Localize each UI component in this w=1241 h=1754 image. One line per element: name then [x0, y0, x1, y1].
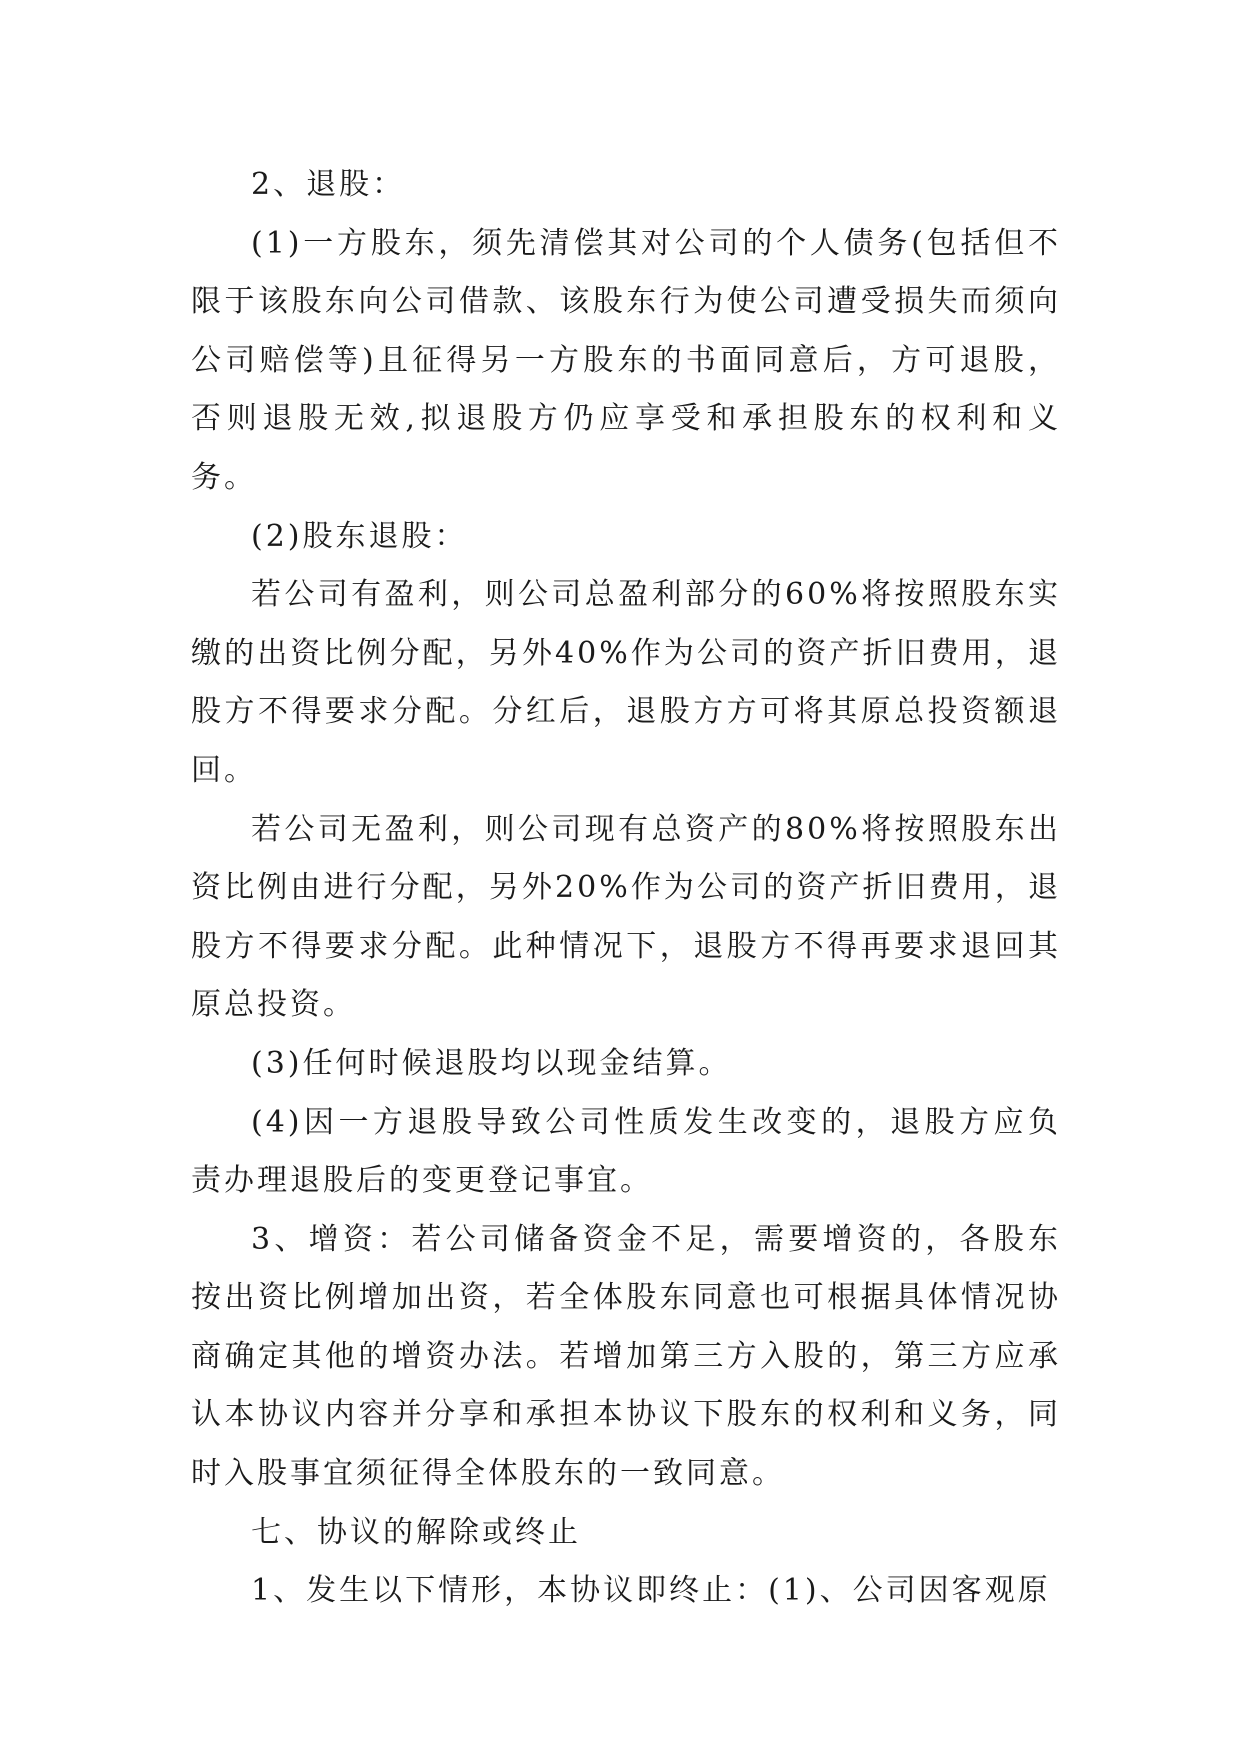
paragraph-no-profit-case: 若公司无盈利，则公司现有总资产的80%将按照股东出资比例由进行分配，另外20%作为公司的资产折旧费用，退股方不得要求分配。此种情况下，退股方不得再要求退回其原总投资。 [191, 811, 1061, 1023]
paragraph-clause-1: (1)一方股东，须先清偿其对公司的个人债务(包括但不限于该股东向公司借款、该股东行为使公司遭受损失而须向公司赔偿等)且征得另一方股东的书面同意后，方可退股，否则退股无效,拟退股方仍应享受和承担股东的权利和义务。 [191, 225, 1061, 495]
paragraph-section-7-title: 七、协议的解除或终止 [251, 1514, 581, 1550]
paragraph-clause-2-title: (2)股东退股： [251, 518, 468, 554]
paragraph-section-3-capital-increase: 3、增资：若公司储备资金不足，需要增资的，各股东按出资比例增加出资，若全体股东同意也可根据具体情况协商确定其他的增资办法。若增加第三方入股的，第三方应承认本协议内容并分享和承担本协议下股东的权利和义务，同时入股事宜须征得全体股东的一致同意。 [191, 1221, 1061, 1492]
document-body [191, 156, 1061, 1621]
paragraph-clause-4: (4)因一方退股导致公司性质发生改变的，退股方应负责办理退股后的变更登记事宜。 [191, 1104, 1061, 1199]
paragraph-clause-3: (3)任何时候退股均以现金结算。 [251, 1045, 732, 1081]
paragraph-termination-clause-1: 1、发生以下情形，本协议即终止：(1)、公司因客观原 [251, 1573, 1051, 1609]
paragraph-profit-case: 若公司有盈利，则公司总盈利部分的60%将按照股东实缴的出资比例分配，另外40%作为公司的资产折旧费用，退股方不得要求分配。分红后，退股方方可将其原总投资额退回。 [191, 577, 1061, 788]
paragraph-section-2-title: 2、退股： [251, 167, 406, 202]
